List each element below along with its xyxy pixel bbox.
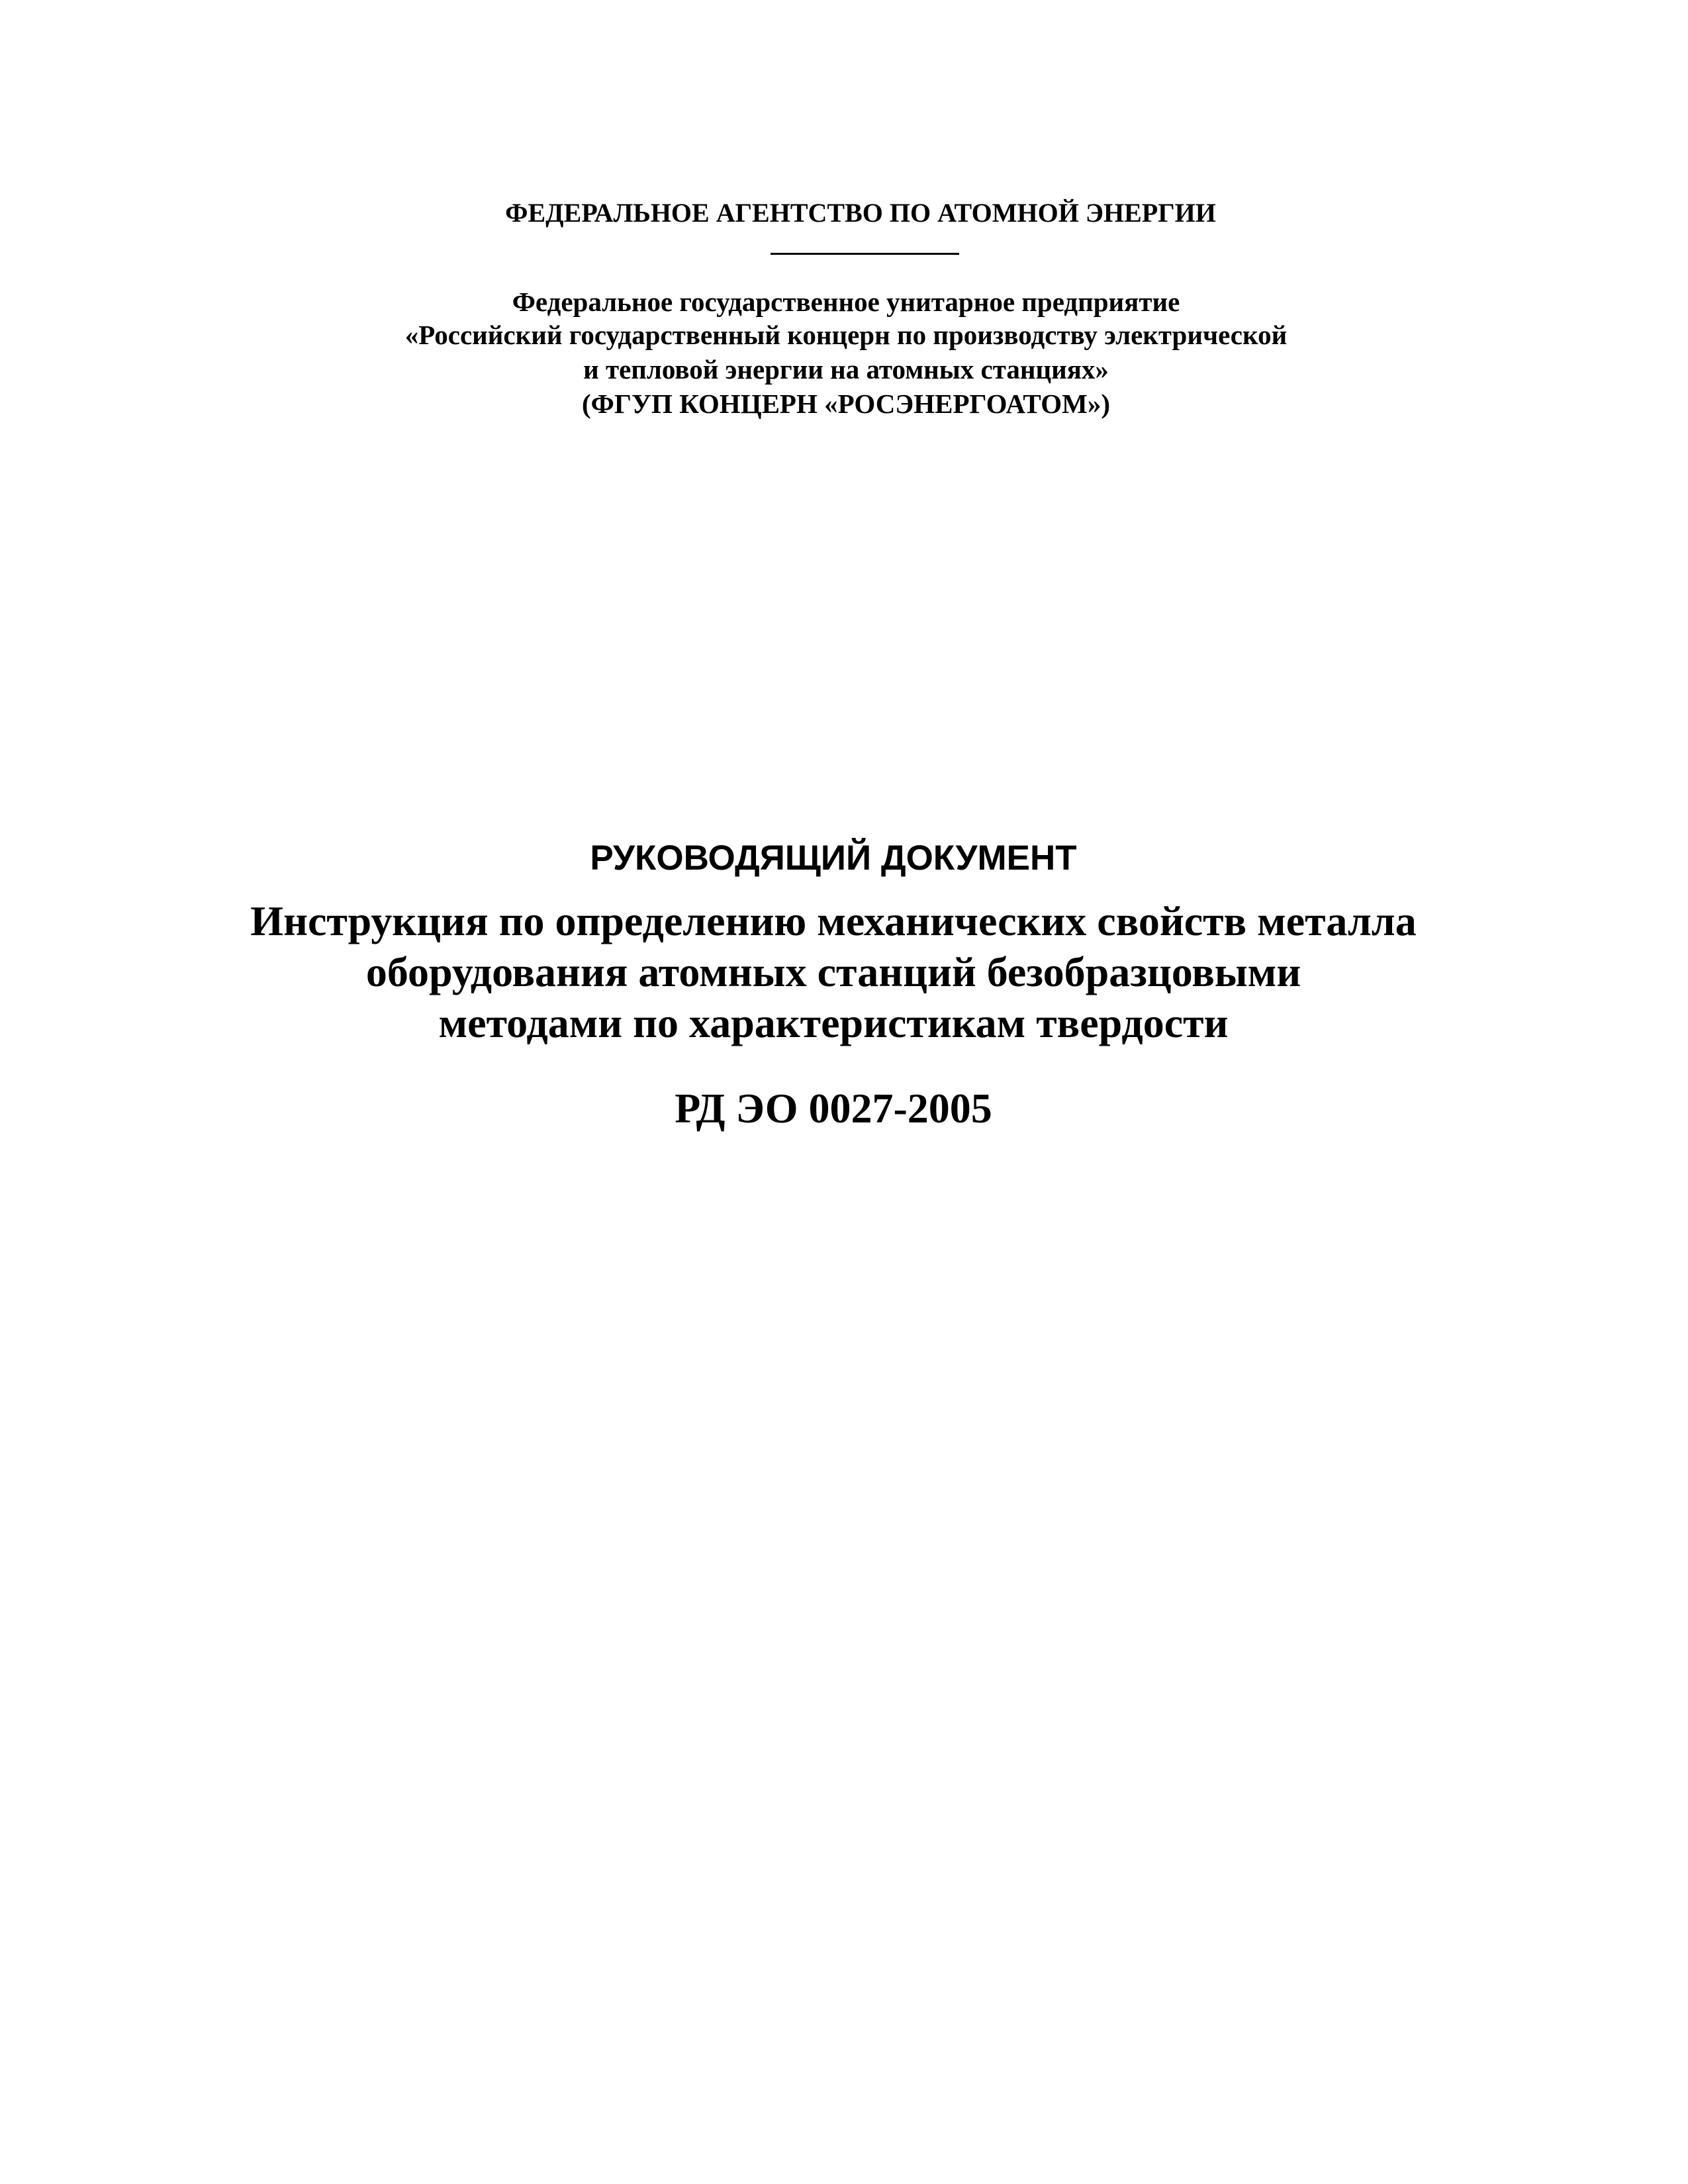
organization-line-2: «Российский государственный концерн по производству электрической (404, 320, 1288, 350)
document-type: РУКОВОДЯЩИЙ ДОКУМЕНТ (590, 839, 1077, 878)
document-code: РД ЭО 0027-2005 (675, 1085, 992, 1132)
organization-line-3: и тепловой энергии на атомных станциях» (583, 354, 1109, 385)
document-title-line-3: методами по характеристикам твердости (438, 999, 1229, 1046)
document-title-line-2: оборудования атомных станций безобразцовыми (365, 948, 1301, 995)
agency-heading: ФЕДЕРАЛЬНОЕ АГЕНТСТВО ПО АТОМНОЙ ЭНЕРГИИ (505, 198, 1216, 228)
organization-abbreviation: (ФГУП КОНЦЕРН «РОСЭНЕРГОАТОМ») (582, 388, 1110, 419)
document-title-line-1: Инструкция по определению механических свойств металла (250, 897, 1417, 944)
header-divider (771, 253, 959, 255)
organization-line-1: Федеральное государственное унитарное предприятие (512, 287, 1180, 317)
